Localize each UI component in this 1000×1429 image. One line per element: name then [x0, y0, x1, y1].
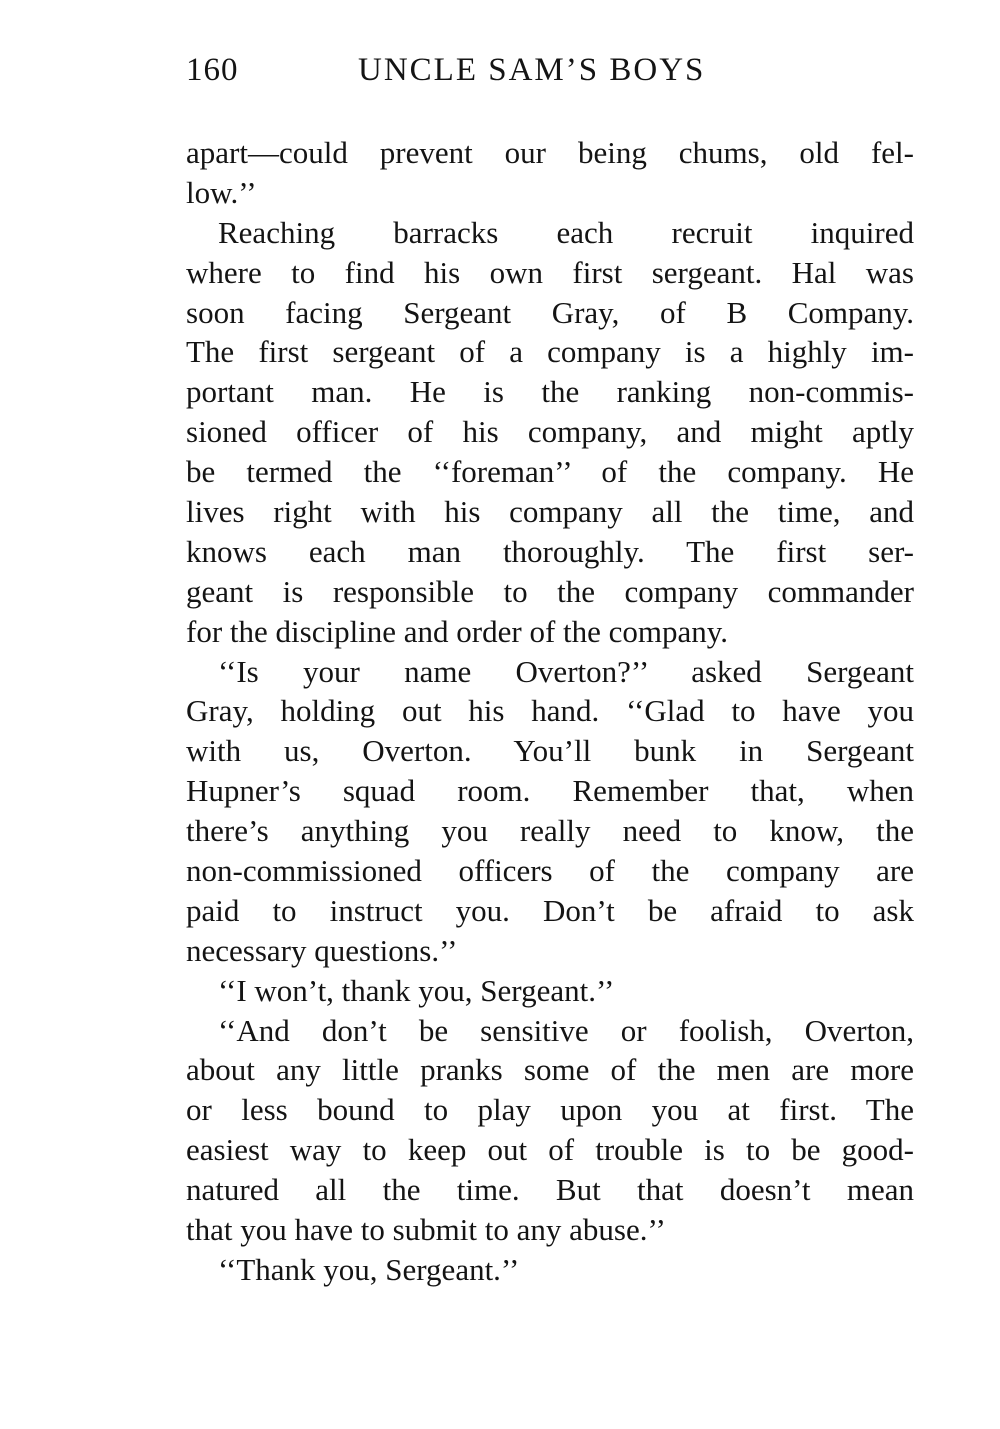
text-line: ‘‘Is your name Overton?’’ asked Sergeant — [218, 653, 914, 689]
paragraph — [186, 652, 914, 971]
text-line: knows each man thoroughly. The first ser- — [186, 533, 914, 569]
running-title: UNCLE SAM’S BOYS — [358, 52, 706, 88]
text-line: be termed the ‘‘foreman’’ of the company. He — [186, 454, 914, 490]
paragraph — [186, 1250, 914, 1290]
text-line: Gray, holding out his hand. ‘‘Glad to have you — [186, 693, 914, 729]
page-number: 160 — [186, 52, 239, 88]
text-line: sioned officer of his company, and might aptly — [186, 414, 914, 450]
text-line: that you have to submit to any abuse.’’ — [186, 1212, 666, 1248]
paragraph — [186, 133, 914, 213]
text-line: for the discipline and order of the company. — [186, 613, 729, 649]
paragraph — [186, 971, 914, 1011]
text-line: ‘‘And don’t be sensitive or foolish, Overton, — [218, 1012, 914, 1048]
text-line: soon facing Sergeant Gray, of B Company. — [186, 294, 914, 330]
text-line: Hupner’s squad room. Remember that, when — [186, 773, 914, 809]
text-line: geant is responsible to the company commander — [186, 573, 914, 609]
text-line: natured all the time. But that doesn’t mean — [186, 1172, 914, 1208]
text-line: paid to instruct you. Don’t be afraid to ask — [186, 892, 914, 928]
text-line: ‘‘Thank you, Sergeant.’’ — [218, 1251, 520, 1287]
text-line: or less bound to play upon you at first. The — [186, 1092, 914, 1128]
text-line: ‘‘I won’t, thank you, Sergeant.’’ — [218, 972, 615, 1008]
text-line: non-commissioned officers of the company are — [186, 853, 914, 889]
running-head — [186, 48, 746, 92]
body-text — [186, 133, 914, 1290]
text-line: Reaching barracks each recruit inquired — [218, 214, 914, 250]
paragraph — [186, 213, 914, 652]
text-line: about any little pranks some of the men are more — [186, 1052, 914, 1088]
text-line: apart—could prevent our being chums, old fel- — [186, 135, 914, 170]
text-line: necessary questions.’’ — [186, 932, 458, 968]
text-line: low.’’ — [186, 174, 257, 210]
text-line: there’s anything you really need to know, the — [186, 813, 914, 849]
text-line: easiest way to keep out of trouble is to be good- — [186, 1132, 914, 1168]
text-line: where to find his own first sergeant. Hal was — [186, 254, 914, 290]
text-line: The first sergeant of a company is a highly im- — [186, 334, 914, 370]
paragraph — [186, 1011, 914, 1250]
text-line: portant man. He is the ranking non-commis- — [186, 374, 914, 410]
text-line: lives right with his company all the time, and — [186, 494, 914, 530]
text-line: with us, Overton. You’ll bunk in Sergeant — [186, 733, 914, 769]
